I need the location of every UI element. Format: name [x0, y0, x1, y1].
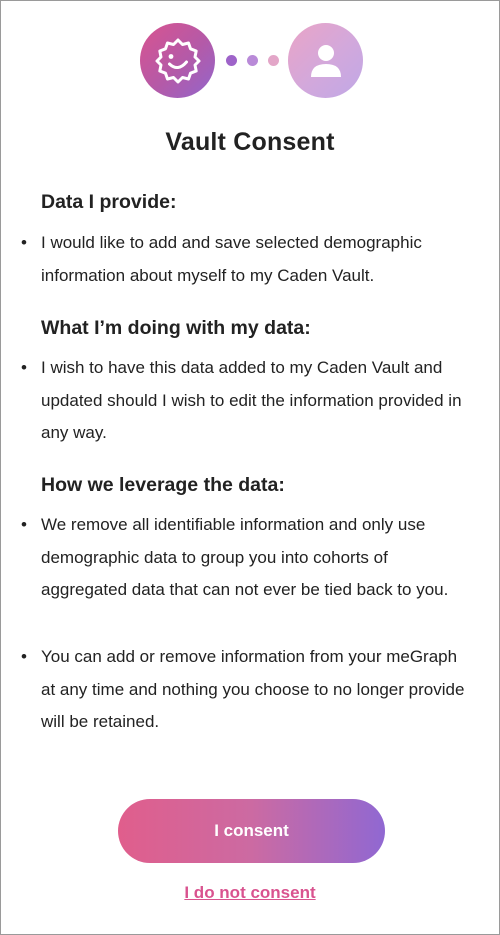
logo — [140, 23, 215, 98]
smiling-seal-logo-icon — [153, 36, 203, 86]
list-item: • I would like to add and save selected demographic information about myself to my Caden Vault. — [41, 227, 471, 292]
list-item: • You can add or remove information from your meGraph at any time and nothing you choose to no longer provide will be retained. — [41, 641, 471, 739]
section-heading-data-provided: Data I provide: — [41, 191, 177, 213]
list-item: • We remove all identifiable information and only use demographic data to group you into cohorts of aggregated data that can not ever be tied back to you. — [41, 509, 471, 607]
section-heading-data-usage: What I’m doing with my data: — [41, 317, 311, 339]
page-title: Vault Consent — [165, 128, 335, 156]
user-icon — [306, 41, 346, 81]
step-dot-1 — [226, 55, 237, 66]
decline-link[interactable]: I do not consent — [184, 883, 316, 902]
step-dot-3 — [268, 55, 279, 66]
header-icons — [1, 23, 499, 99]
step-dot-2 — [247, 55, 258, 66]
section-heading-data-leverage: How we leverage the data: — [41, 474, 285, 496]
list-item: • I wish to have this data added to my Caden Vault and updated should I wish to edit the information provided in any way. — [41, 352, 471, 450]
consent-button[interactable]: I consent — [118, 799, 385, 863]
user-avatar — [288, 23, 363, 98]
